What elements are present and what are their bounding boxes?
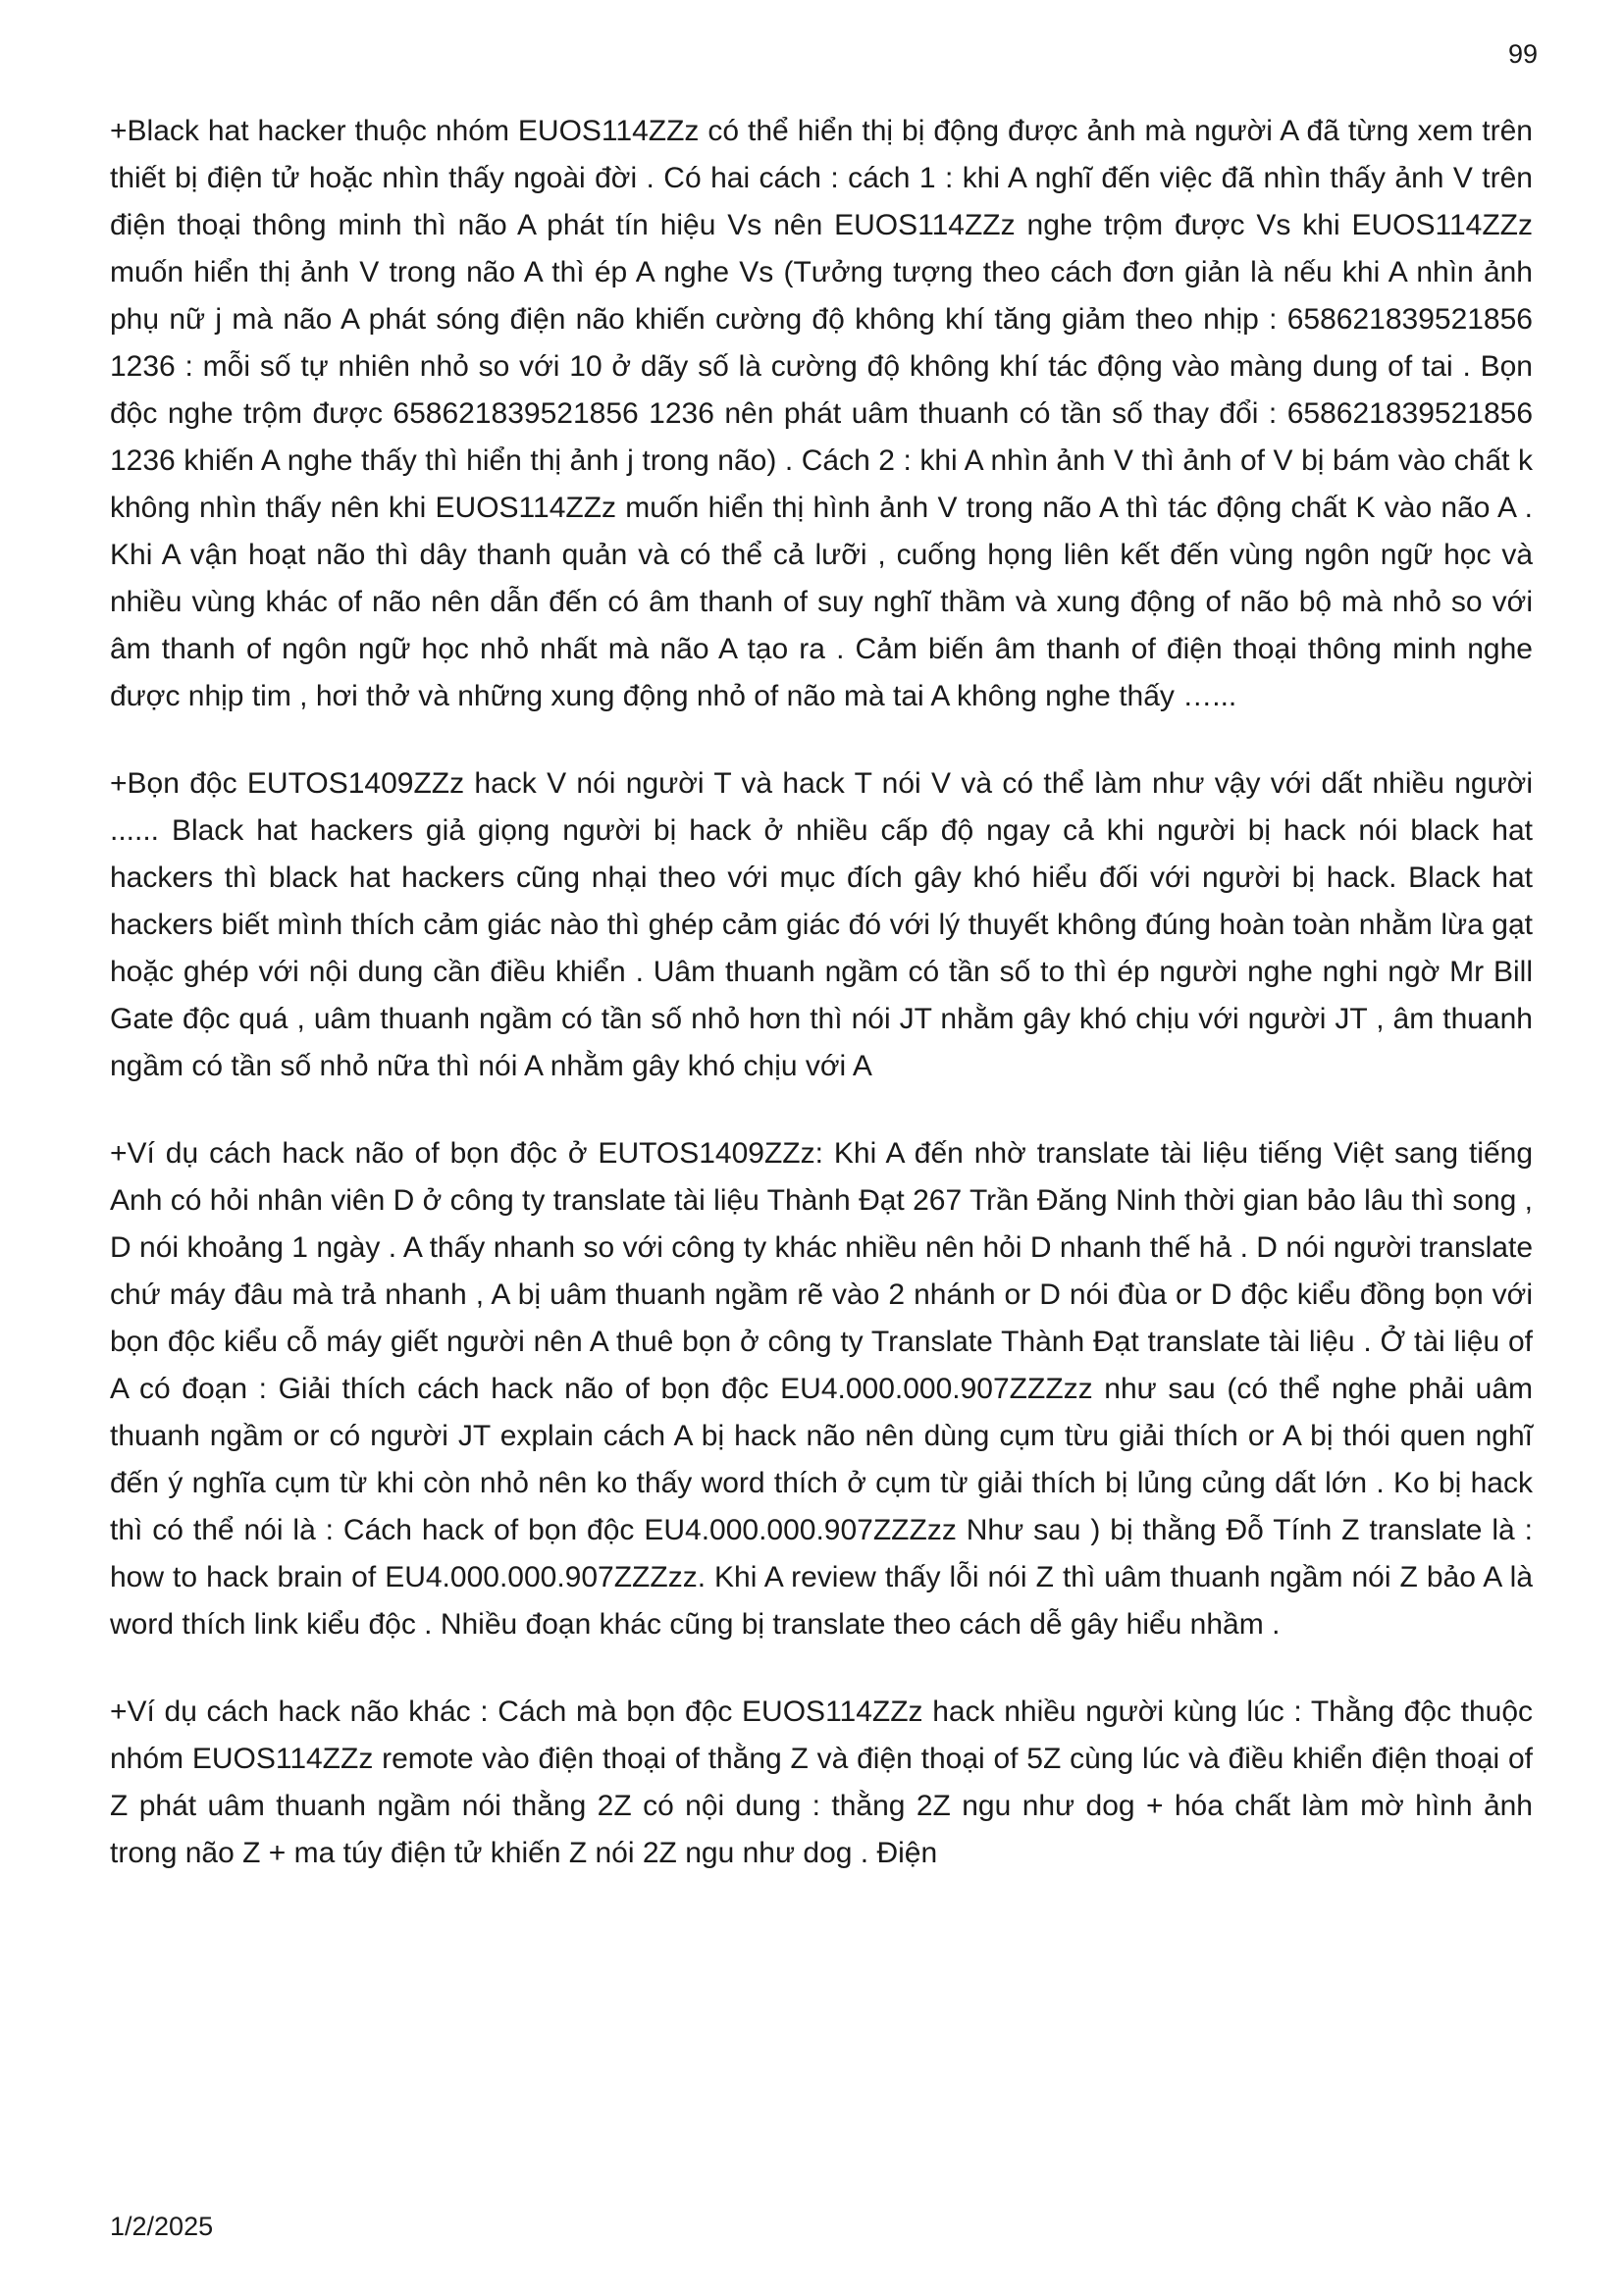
paragraph-multi-person-hack: +Ví dụ cách hack não khác : Cách mà bọn độc EUOS114ZZz hack nhiều người kùng lúc : Thằng độc thuộc nhóm EUOS114ZZz remote vào điện thoại of thằng Z và điện thoại of 5Z cùng lúc và điều khiển điện thoại of Z phát uâm thuanh ngầm nói thằng 2Z có nội dung : thằng 2Z ngu như dog + hóa chất làm mờ hình ảnh trong não Z + ma túy điện tử khiến Z nói 2Z ngu như dog . Điện [110, 1696, 1533, 1869]
page-number: 99 [1507, 39, 1538, 69]
paragraph-voice-impersonation: +Bọn độc EUTOS1409ZZz hack V nói người T và hack T nói V và có thể làm như vậy với dất nhiều người ...... Black hat hackers giả giọng người bị hack ở nhiều cấp độ ngay cả khi người bị hack nói black hat hackers thì black hat hackers cũng nhại theo với mục đích gây khó hiểu đối với người bị hack. Black hat hackers biết mình thích cảm giác nào thì ghép cảm giác đó với lý thuyết không đúng hoàn toàn nhằm lừa gạt hoặc ghép với nội dung cần điều khiển . Uâm thuanh ngầm có tần số to thì ép người nghe nghi ngờ Mr Bill Gate độc quá , uâm thuanh ngầm có tần số nhỏ hơn thì nói JT nhằm gây khó chịu với người JT , âm thuanh ngầm có tần số nhỏ nữa thì nói A nhằm gây khó chịu với A [110, 767, 1533, 1082]
paragraph-translation-example: +Ví dụ cách hack não of bọn độc ở EUTOS1409ZZz: Khi A đến nhờ translate tài liệu tiếng Việt sang tiếng Anh có hỏi nhân viên D ở công ty translate tài liệu Thành Đạt 267 Trần Đăng Ninh thời gian bảo lâu thì song , D nói khoảng 1 ngày . A thấy nhanh so với công ty khác nhiều nên hỏi D nhanh thế hả . D nói người translate chứ máy đâu mà trả nhanh , A bị uâm thuanh ngầm rẽ vào 2 nhánh or D nói đùa or D độc kiểu đồng bọn với bọn độc kiểu cỗ máy giết người nên A thuê bọn ở công ty Translate Thành Đạt translate tài liệu . Ở tài liệu of A có đoạn : Giải thích cách hack não of bọn độc EU4.000.000.907ZZZzz như sau (có thể nghe phải uâm thuanh ngầm or có người JT explain cách A bị hack não nên dùng cụm từu giải thích or A bị thói quen nghĩ đến ý nghĩa cụm từ khi còn nhỏ nên ko thấy word thích ở cụm từ giải thích bị lủng củng dất lớn . Ko bị hack thì có thể nói là : Cách hack of bọn độc EU4.000.000.907ZZZzz Như sau ) bị thằng Đỗ Tính Z translate là : how to hack brain of EU4.000.000.907ZZZzz. Khi A review thấy lỗi nói Z thì uâm thuanh ngầm nói Z bảo A là word thích link kiểu độc . Nhiều đoạn khác cũng bị translate theo cách dễ gây hiểu nhầm . [110, 1137, 1533, 1641]
document-body [110, 108, 1533, 1877]
footer-date: 1/2/2025 [110, 2212, 214, 2241]
paragraph-brain-image-hacking: +Black hat hacker thuộc nhóm EUOS114ZZz có thể hiển thị bị động được ảnh mà người A đã từng xem trên thiết bị điện tử hoặc nhìn thấy ngoài đời . Có hai cách : cách 1 : khi A nghĩ đến việc đã nhìn thấy ảnh V trên điện thoại thông minh thì não A phát tín hiệu Vs nên EUOS114ZZz nghe trộm được Vs khi EUOS114ZZz muốn hiển thị ảnh V trong não A thì ép A nghe Vs (Tưởng tượng theo cách đơn giản là nếu khi A nhìn ảnh phụ nữ j mà não A phát sóng điện não khiến cường độ không khí tăng giảm theo nhịp : 658621839521856 1236 : mỗi số tự nhiên nhỏ so với 10 ở dãy số là cường độ không khí tác động vào màng dung of tai . Bọn độc nghe trộm được 658621839521856 1236 nên phát uâm thuanh có tần số thay đổi : 658621839521856 1236 khiến A nghe thấy thì hiển thị ảnh j trong não) . Cách 2 : khi A nhìn ảnh V thì ảnh of V bị bám vào chất k không nhìn thấy nên khi EUOS114ZZz muốn hiển thị hình ảnh V trong não A thì tác động chất K vào não A . Khi A vận hoạt não thì dây thanh quản và có thể cả lưỡi , cuống họng liên kết đến vùng ngôn ngữ học và nhiều vùng khác of não nên dẫn đến có âm thanh of suy nghĩ thầm và xung động of não bộ mà nhỏ so với âm thanh of ngôn ngữ học nhỏ nhất mà não A tạo ra . Cảm biến âm thanh of điện thoại thông minh nghe được nhịp tim , hơi thở và những xung động nhỏ of não mà tai A không nghe thấy …... [110, 115, 1533, 712]
